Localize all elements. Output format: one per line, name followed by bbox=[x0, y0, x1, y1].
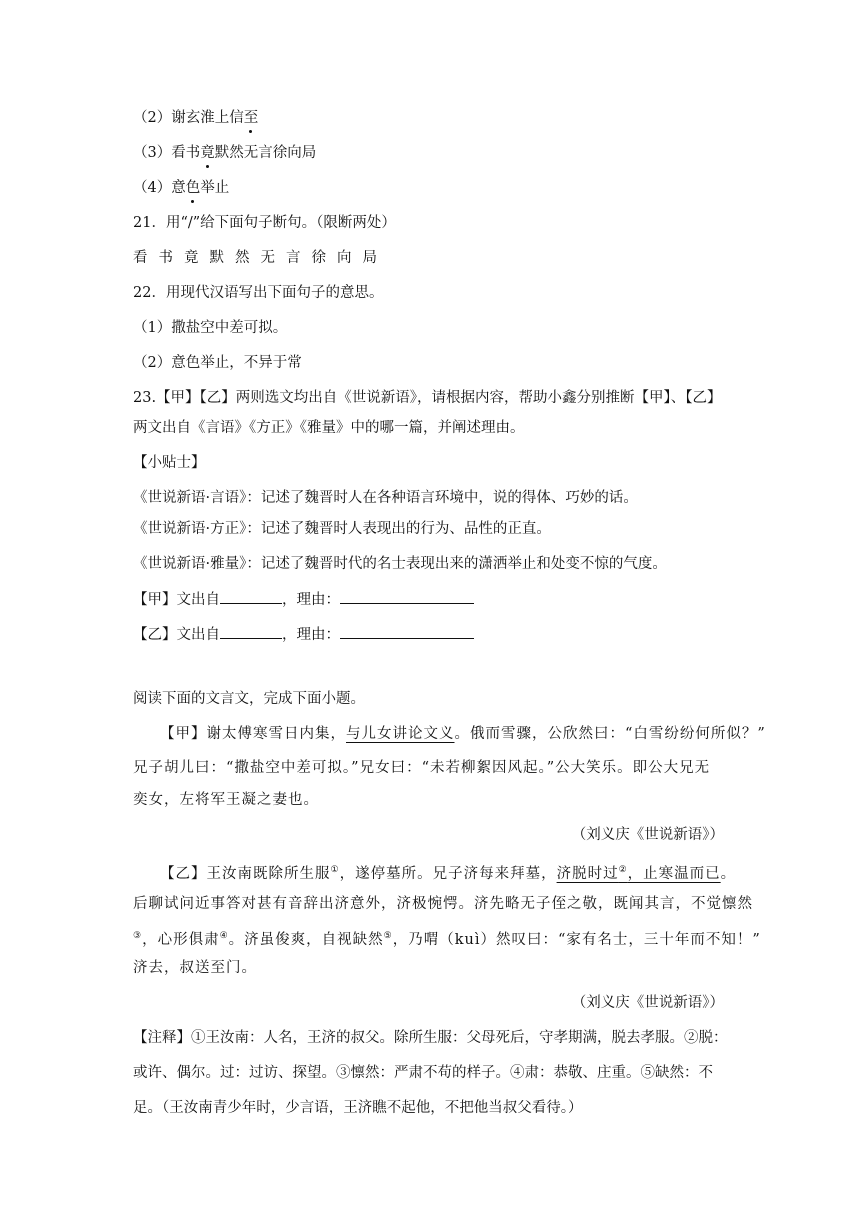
passage-yi-line-1 bbox=[160, 860, 736, 884]
q20-item-3-text-post: 默然无言徐向局 bbox=[214, 145, 317, 161]
answer-yi bbox=[133, 624, 474, 645]
passage-text: 。俄而雪骤，公欣然曰：“白雪纷纷何所似？” bbox=[454, 726, 766, 742]
answer-blank-source[interactable] bbox=[220, 624, 282, 639]
q20-item-2 bbox=[133, 108, 258, 128]
emphasis-char: 至 bbox=[243, 110, 259, 126]
passage-jia-line-1 bbox=[160, 724, 766, 744]
q22-item-2: （2）意色举止，不异于常 bbox=[133, 355, 302, 371]
q21-char: 书 bbox=[158, 250, 173, 266]
tip-fangzheng: 《世说新语·方正》：记述了魏晋时人表现出的行为、品性的正直。 bbox=[133, 521, 551, 537]
q20-item-2-text: （2）谢玄淮上信 bbox=[133, 110, 244, 126]
answer-yi-reason-label: ，理由： bbox=[282, 627, 340, 643]
passage-text: 。济虽俊爽，自视缺然 bbox=[228, 931, 384, 948]
underlined-phrase: 与儿女讲论文义 bbox=[346, 726, 455, 742]
q22-item-1: （1）撒盐空中差可拟。 bbox=[133, 320, 288, 336]
passage-yi-line-4: 济去，叔送至门。 bbox=[133, 960, 257, 976]
passage-text: 。 bbox=[720, 865, 737, 882]
passage-text: ，乃喟（kuì）然叹曰：“家有名士，三十年而不知！” bbox=[392, 931, 761, 948]
answer-jia bbox=[133, 589, 474, 610]
answer-jia-label: 【甲】文出自 bbox=[133, 592, 220, 608]
answer-blank-reason[interactable] bbox=[340, 624, 474, 639]
answer-yi-label: 【乙】文出自 bbox=[133, 627, 220, 643]
q21-prompt: 21．用“/”给下面句子断句。（限断两处） bbox=[133, 215, 396, 231]
tip-yaliang: 《世说新语·雅量》：记述了魏晋时代的名士表现出来的潇洒举止和处变不惊的气度。 bbox=[133, 556, 667, 572]
footnote-marker: ① bbox=[330, 865, 340, 875]
emphasis-char: 竟 bbox=[200, 145, 215, 161]
notes-line-3: 足。（王汝南青少年时，少言语，王济瞧不起他，不把他当叔父看待。） bbox=[133, 1100, 583, 1116]
emphasis-char: 色 bbox=[185, 180, 201, 196]
q20-item-4-text-post: 举止 bbox=[200, 180, 230, 196]
q20-item-3-text: （3）看书 bbox=[133, 145, 201, 161]
q21-char: 局 bbox=[362, 250, 377, 266]
q21-char: 看 bbox=[133, 250, 148, 266]
passage-jia-line-2: 兄子胡儿曰：“撒盐空中差可拟。”兄女曰：“未若柳絮因风起。”公大笑乐。即公大兄无 bbox=[133, 760, 711, 776]
q21-char: 默 bbox=[209, 250, 224, 266]
underlined-text: 济脱时过 bbox=[556, 865, 619, 882]
source-citation-2: （刘义庆《世说新语》） bbox=[571, 995, 724, 1011]
reading-intro: 阅读下面的文言文，完成下面小题。 bbox=[133, 691, 365, 707]
q20-item-4 bbox=[133, 178, 229, 198]
q21-char: 言 bbox=[286, 250, 301, 266]
tips-title: 【小贴士】 bbox=[133, 455, 206, 471]
q21-sentence bbox=[133, 248, 388, 268]
passage-yi-line-3 bbox=[133, 926, 761, 950]
notes-line-2: 或许、偶尔。过：过访、探望。③懔然：严肃不苟的样子。④肃：恭敬、庄重。⑤缺然：不 bbox=[133, 1065, 713, 1081]
q22-prompt: 22．用现代汉语写出下面句子的意思。 bbox=[133, 285, 384, 301]
notes-line-1: 【注释】①王汝南：人名，王济的叔父。除所生服：父母死后，守孝期满，脱去孝服。②脱： bbox=[133, 1030, 728, 1046]
q20-item-4-text: （4）意 bbox=[133, 180, 186, 196]
passage-text: 【乙】王汝南既除所生服 bbox=[160, 865, 331, 882]
passage-text: ，心形俱肃 bbox=[142, 931, 220, 948]
tip-yanyu: 《世说新语·言语》：记述了魏晋时人在各种语言环境中，说的得体、巧妙的话。 bbox=[133, 490, 638, 506]
footnote-marker: ② bbox=[618, 865, 628, 875]
footnote-marker: ⑤ bbox=[383, 931, 393, 941]
source-citation-1: （刘义庆《世说新语》） bbox=[571, 827, 724, 843]
q21-char: 无 bbox=[260, 250, 275, 266]
passage-text: 【甲】谢太傅寒雪日内集， bbox=[160, 726, 346, 742]
underlined-phrase bbox=[557, 866, 721, 882]
q20-item-3 bbox=[133, 143, 316, 163]
underlined-text: ，止寒温而已 bbox=[627, 865, 721, 882]
answer-jia-reason-label: ，理由： bbox=[282, 592, 340, 608]
q21-char: 然 bbox=[235, 250, 250, 266]
footnote-marker: ③ bbox=[133, 931, 143, 941]
passage-text: ，遂停墓所。兄子济每来拜墓， bbox=[339, 865, 557, 882]
footnote-marker: ④ bbox=[219, 931, 229, 941]
q21-char: 徐 bbox=[311, 250, 326, 266]
answer-blank-source[interactable] bbox=[220, 589, 282, 604]
passage-yi-line-2: 后聊试问近事答对甚有音辞出济意外，济极惋愕。济先略无子侄之敬，既闻其言，不觉懔然 bbox=[133, 896, 753, 912]
q21-char: 向 bbox=[337, 250, 352, 266]
q21-char: 竟 bbox=[184, 250, 199, 266]
q23-line-1: 23.【甲】【乙】两则选文均出自《世说新语》，请根据内容，帮助小鑫分别推断【甲】、【乙】 bbox=[133, 390, 722, 406]
passage-jia-line-3: 奕女，左将军王凝之妻也。 bbox=[133, 792, 319, 808]
answer-blank-reason[interactable] bbox=[340, 589, 474, 604]
q23-line-2: 两文出自《言语》《方正》《雅量》中的哪一篇，并阐述理由。 bbox=[133, 420, 525, 436]
